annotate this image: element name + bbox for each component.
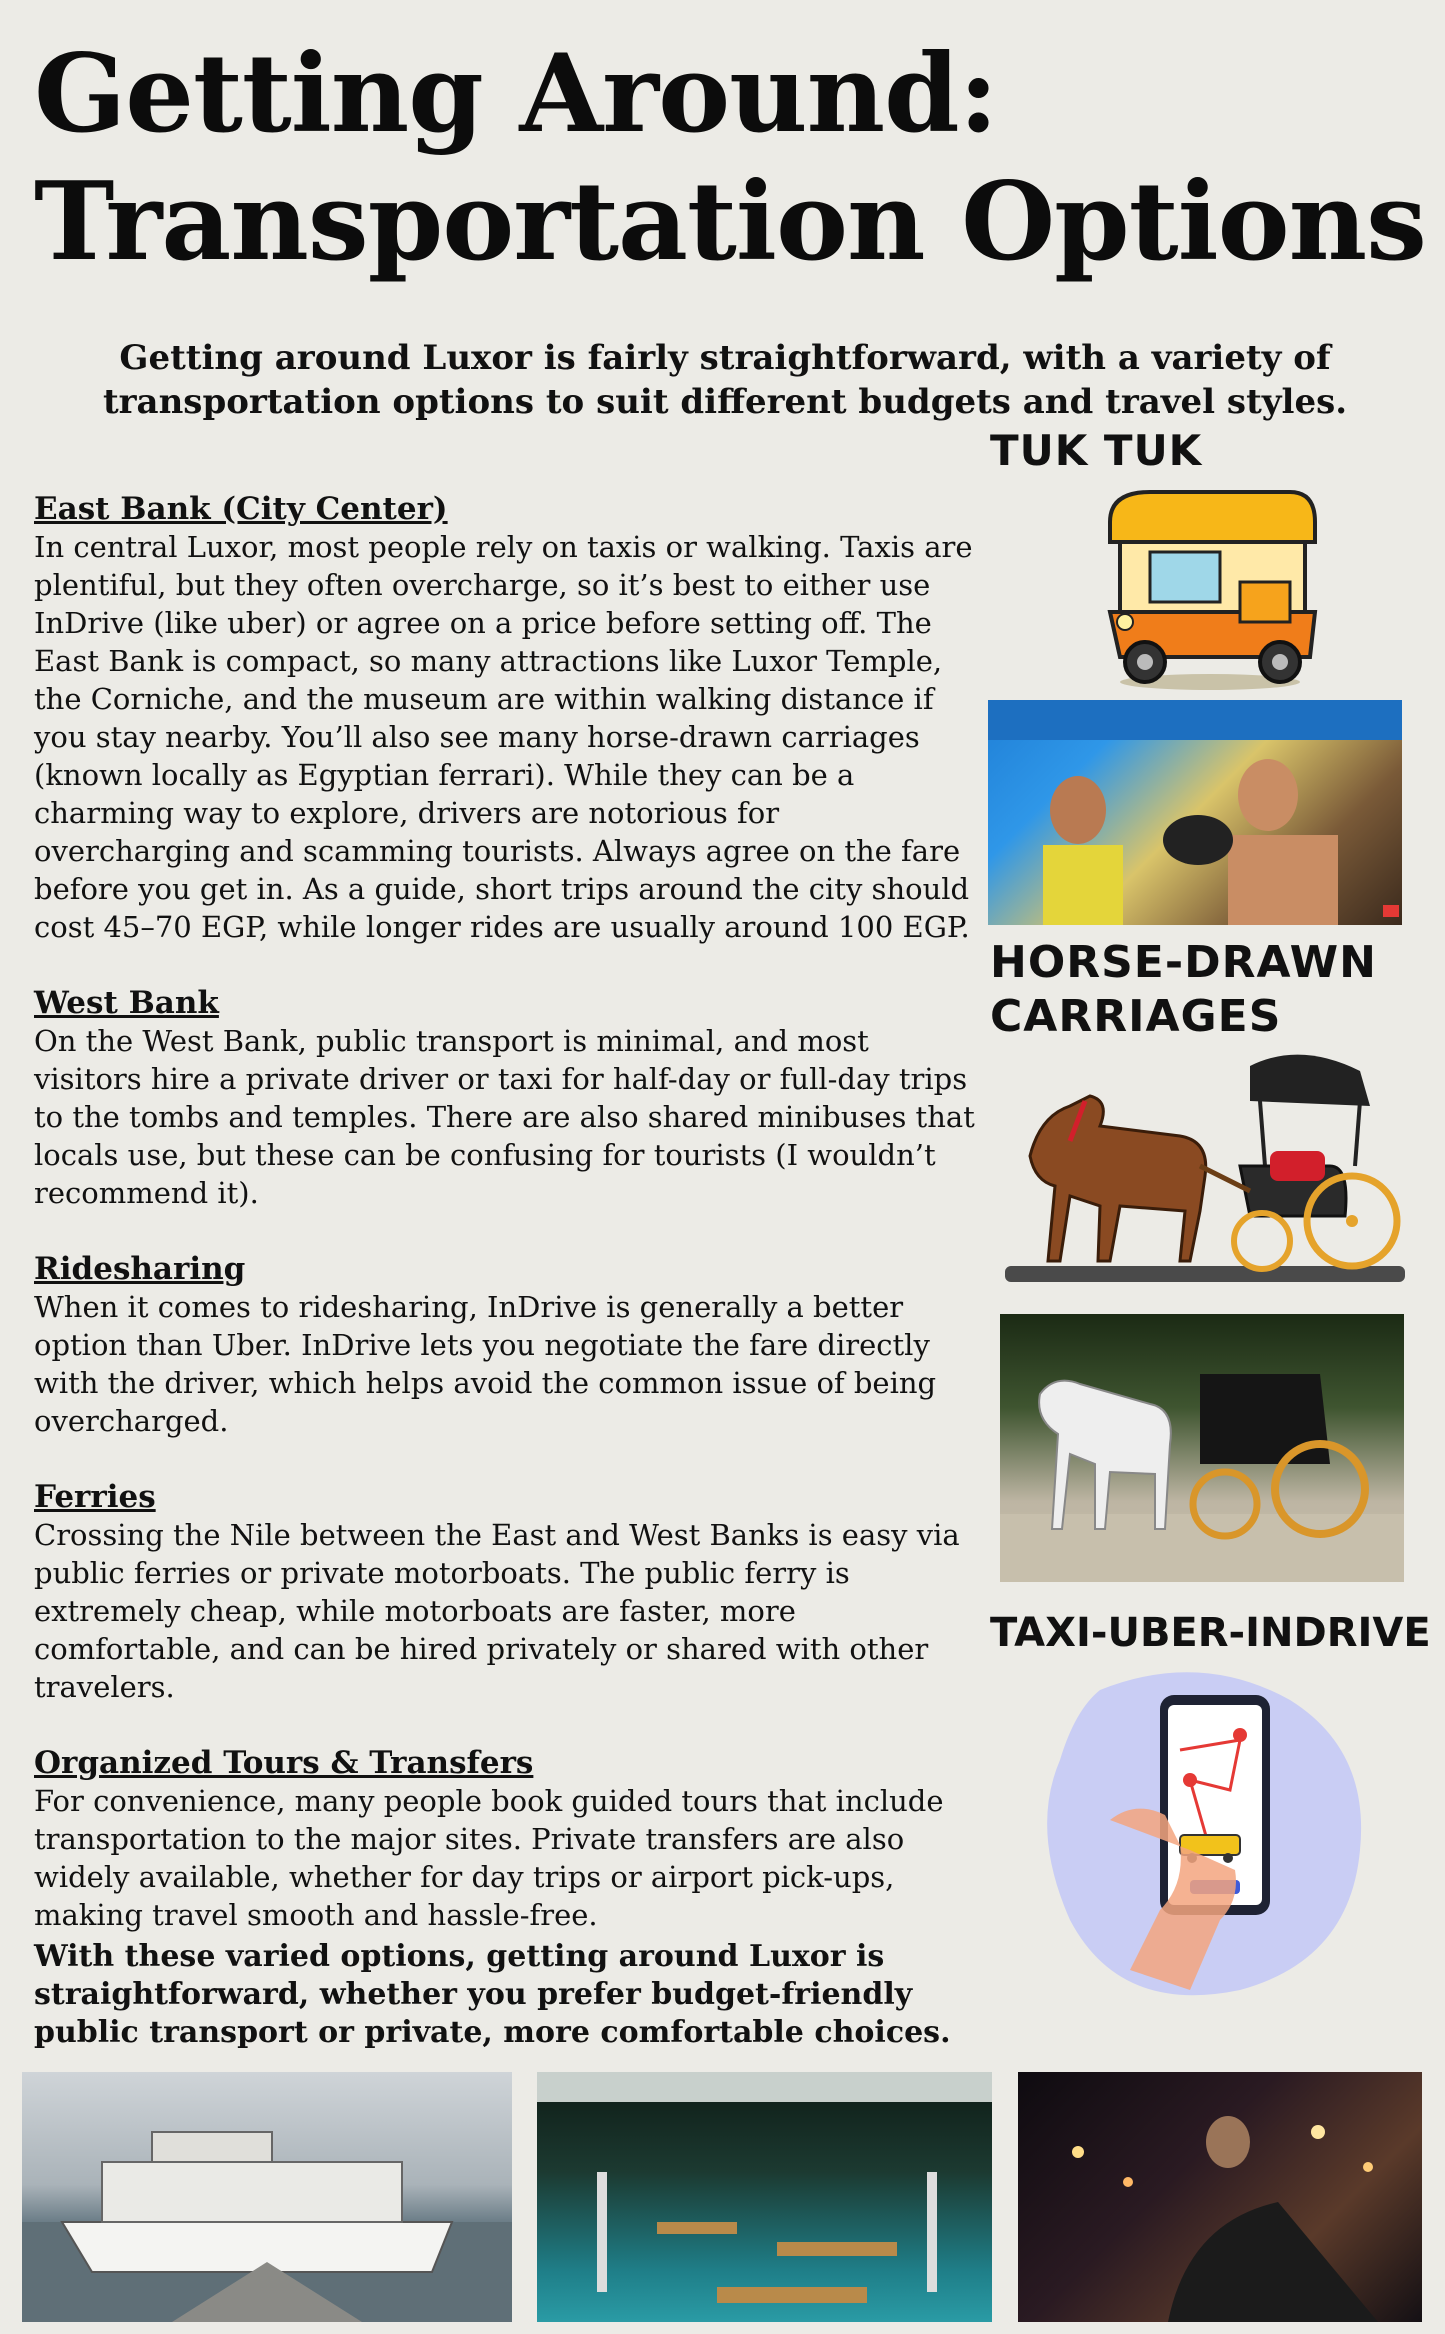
- page-title: [34, 30, 1434, 286]
- carriage-night-photo: [1018, 2072, 1422, 2322]
- section-body: Crossing the Nile between the East and West Banks is easy via public ferries or private motorboats. The public ferry is extremely cheap, while motorboats are faster, more comfortable, and can be hired privately or shared with other travelers.: [34, 1518, 960, 1704]
- section-west-bank: [34, 984, 984, 1212]
- intro-text: Getting around Luxor is fairly straightforward, with a variety of transportation options to suit different budgets and travel styles.: [102, 338, 1348, 422]
- title-line-2: Transportation Options: [34, 159, 1426, 285]
- label-line: CARRIAGES: [990, 991, 1282, 1042]
- horse-carriage-photo: [1000, 1314, 1404, 1582]
- section-heading: East Bank (City Center): [34, 491, 448, 527]
- title-line-1: Getting Around:: [34, 31, 998, 157]
- section-body: In central Luxor, most people rely on taxis or walking. Taxis are plentiful, but they often overcharge, so it’s best to either use InDrive (like uber) or agree on a price before setting off. The East Bank is compact, so many attractions like Luxor Temple, the Corniche, and the museum are within walking distance if you stay nearby. You’ll also see many horse-drawn carriages (known locally as Egyptian ferrari). While they can be a charming way to explore, drivers are notorious for overcharging and scamming tourists. Always agree on the fare before you get in. As a guide, short trips around the city should cost 45–70 EGP, while longer rides are usually around 100 EGP.: [34, 530, 973, 944]
- section-body: When it comes to ridesharing, InDrive is generally a better option than Uber. InDrive lets you negotiate the fare directly with the driver, which helps avoid the common issue of being overcharged.: [34, 1290, 937, 1438]
- label-tuk-tuk: TUK TUK: [990, 426, 1203, 475]
- section-tours-transfers: [34, 1744, 984, 1934]
- tuk-tuk-photo: [988, 700, 1402, 925]
- ferry-exterior-photo: [22, 2072, 512, 2322]
- tuk-tuk-illustration: [1090, 482, 1330, 692]
- label-horse-carriages: [990, 936, 1377, 1044]
- main-content: [34, 490, 984, 1972]
- section-heading: Organized Tours & Transfers: [34, 1745, 534, 1781]
- section-ridesharing: [34, 1250, 984, 1440]
- taxi-app-illustration: [1040, 1670, 1370, 2005]
- section-body: For convenience, many people book guided tours that include transportation to the major sites. Private transfers are also widely available, whether for day trips or airport pick-ups, making travel smooth and hassle-free.: [34, 1784, 944, 1932]
- closing-text: With these varied options, getting around Luxor is straightforward, whether you prefer budget-friendly public transport or private, more comfortable choices.: [34, 1939, 951, 2050]
- label-line: HORSE-DRAWN: [990, 937, 1377, 988]
- section-ferries: [34, 1478, 984, 1706]
- label-taxi-uber-indrive: TAXI-UBER-INDRIVE: [990, 1610, 1431, 1656]
- ferry-interior-photo: [537, 2072, 992, 2322]
- section-heading: West Bank: [34, 985, 219, 1021]
- horse-carriage-illustration: [1000, 1046, 1410, 1286]
- section-east-bank: [34, 490, 984, 946]
- section-body: On the West Bank, public transport is minimal, and most visitors hire a private driver or taxi for half-day or full-day trips to the tombs and temples. There are also shared minibuses that locals use, but these can be confusing for tourists (I wouldn’t recommend it).: [34, 1024, 975, 1210]
- section-heading: Ferries: [34, 1479, 156, 1515]
- section-heading: Ridesharing: [34, 1251, 246, 1287]
